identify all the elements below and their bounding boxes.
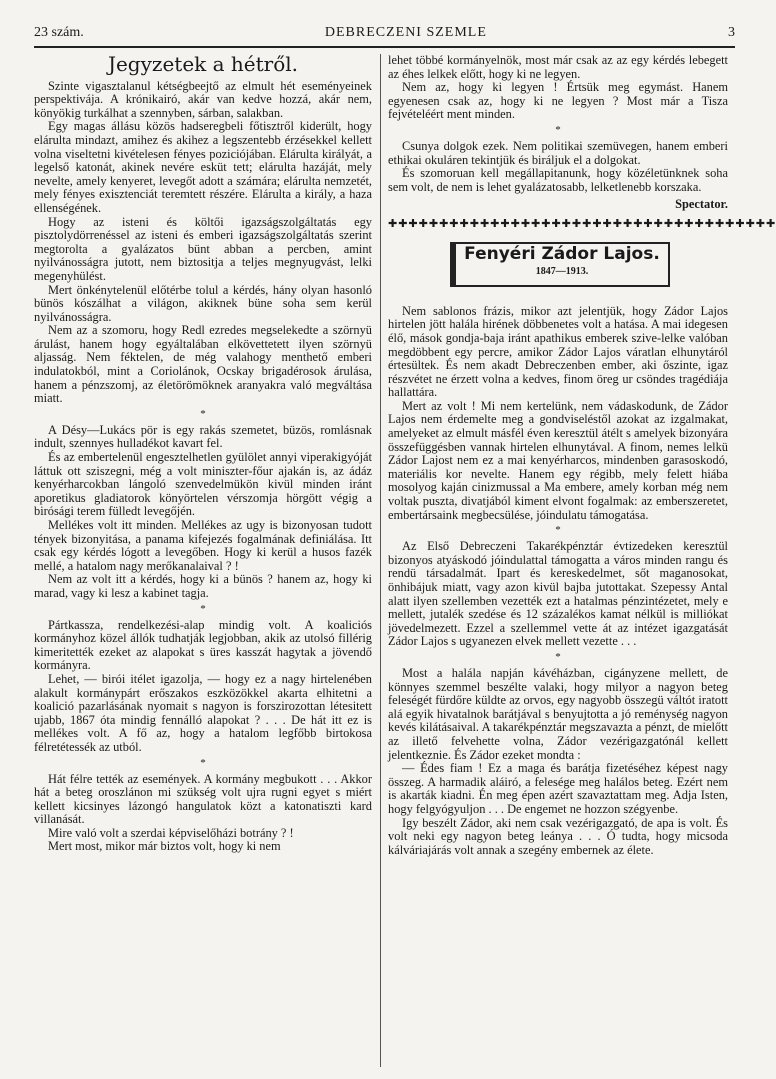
page-number: 3 [728, 25, 735, 40]
author-signature: Spectator. [675, 197, 728, 212]
paragraph: Hogy az isteni és költői igazságszolgáltatás egy pisztolydörrenéssel az isteni és emberi igazságszolgáltatás szerint megtorolta a gyalázatos bünt abban a percben, amint nyilvánosságra jutott, nem biztositja a teljes megnyugvást, lelki megenyhülést. [34, 214, 372, 283]
paragraph: Lehet, — birói itélet igazolja, — hogy ez a nagy hirtelenében alakult kormánypárt erőszakos eszközökkel akarta elhitetni a koalició pazarlásának nyomait s nagyon is forszirozottan létesitett ujabb, 1867 óta mindig fennálló alapokat ? . . . De hát itt ez is mellékes volt. A fő az, hogy a hatalom legfőbb birtokosa félretétessék az utból. [34, 671, 372, 754]
section-separator: * [200, 756, 206, 769]
paragraph: Nem az, hogy ki legyen ! Értsük meg egymást. Hanem egyenesen csak az, hogy ki ne legyen ? Most már a Tisza fejvételéért ment minden. [388, 80, 728, 122]
paragraph: És szomoruan kell megállapitanunk, hogy közéletünknek soha sem volt, de nem is lehet gyalázatosabb, lelketlenebb korszaka. [388, 166, 728, 194]
paragraph: A Désy—Lukács pör is egy rakás szemetet, büzös, romlásnak indult, szennyes hulladékot kavart fel. [34, 422, 372, 451]
section-separator: * [555, 123, 561, 136]
right-column [388, 53, 776, 1067]
paragraph: Egy magas állásu közös hadseregbeli főtisztről kiderült, hogy elárulta mindazt, amihez és akihez a legszentebb érzésekkel kellett volna viseltetni kivételesen fényes poziciójában. Elárulta királyát, a legelső katonát, akinek nevére esküt tett; elárulta hazáját, mely nevelte, amely kenyeret, levegőt adott a számára; elárulta nemzetét, mely fényes exisztenciát teremtett részére. Elárulta a király, a haza ellenségének. [34, 119, 372, 215]
paragraph: Nem sablonos frázis, mikor azt jelentjük, hogy Zádor Lajos hirtelen jött halála hirének döbbenetes volt a hatása. A mai idegesen élő, mások gondja-baja iránt apathikus emberek szive-lelke valóban megdöbbent egy percre, amikor Zádor Lajos váratlan elhunytáról értesültek. És nem akadt Debreczenben ember, aki őszinte, igaz részvétet ne érzett volna a kedves, finom öreg ur csöndes tragédiája hallattára. [388, 303, 728, 400]
paragraph: lehet többé kormányelnök, most már csak az az egy kérdés lebegett az éhes lelkek előtt, hogy ki ne legyen. [388, 53, 728, 81]
obituary-name: Fenyéri Zádor Lajos. [464, 243, 660, 264]
obituary-years: 1847—1913. [535, 266, 589, 278]
issue-number: 23 szám. [34, 25, 84, 40]
paragraph: Mellékes volt itt minden. Mellékes az ugy is bizonyosan tudott tények bizonyitása, a panama kifejezés fogalmának definiálása. Itt csak egy kérdés lógott a levegőben. Hogy ki kerül a husos fazék mellé, a hatalom nagy merőkanalaival ? ! [34, 518, 372, 573]
paragraph: Mert önkénytelenül előtérbe tolul a kérdés, hány olyan hasonló bünös kószálhat a világon, akiknek büne soha sem kerül nyilvánosságra. [34, 282, 372, 324]
paragraph: Most a halála napján kávéházban, cigányzene mellett, de könnyes szemmel beszélte valaki, hogy milyor a nagyon beteg feleségét fürdőre küldte az orvos, egy nagyobb összegü váltót iratott alá egyik hivatalnok barátjával s benyujtotta a jó reménység nagyon kevés kilátásaival. A takarékpénztár megszavazta a pénzt, de mielőtt az illető felvehette volna, Zádor vezérigazgatónál kellett jelentkeznie. És Zádor ezeket mondta : [388, 665, 728, 762]
section-separator: * [555, 524, 561, 537]
paragraph: Hát félre tették az események. A kormány megbukott . . . Akkor hát a beteg oroszlánon mi szükség volt ujra rugni egyet s miért kellett kicsinyes lázongó hangulatok közt a katonatiszti kard villanását. [34, 771, 372, 827]
newspaper-title: DEBRECZENI SZEMLE [324, 25, 487, 40]
page-header [34, 20, 735, 48]
paragraph: Mert most, mikor már biztos volt, hogy ki nem [48, 839, 281, 854]
paragraph: Szinte vigasztalanul kétségbeejtő az elmult hét eseményeinek perspektivája. A krónikairó, akár van kedve hozzá, akár nem, könyökig turkálhat a szennyben, sárban, salakban. [34, 78, 372, 120]
paragraph: Igy beszélt Zádor, aki nem csak vezérigazgató, de apa is volt. És volt neki egy nagyon beteg leánya . . . Ó tudta, hogy micsoda kálváriajárás volt annak a szegény embernek az élete. [388, 815, 728, 857]
section-separator: * [200, 407, 206, 420]
paragraph: Csunya dolgok ezek. Nem politikai szemüvegen, hanem emberi ethikai okuláren tekintjük és biráljuk el a dolgokat. [388, 138, 728, 167]
paragraph: Mert az volt ! Mi nem kertelünk, nem vádaskodunk, de Zádor Lajos nem érdemelte meg a gondviseléstől azokat az izgalmakat, amelyeket az elmult másfél éven keresztül átélt s amelyek bizonyára összefüggésben vannak hirtelen elhunytával. A finom, nemes lelkü Zádor Lajost nem ez a mai kenyérharcos, mindenben garasoskodó, materiális kor nevelte. Hanem egy régibb, mely felett hiába mosolyog kaján cinizmussal a Ma embere, amely korban még nem voltak puszta, divatjából kiment elvont fogalmak: az emberszeretet, embertársaink megbecsülése, jóindulatu támogatása. [388, 398, 728, 522]
paragraph: Nem az volt itt a kérdés, hogy ki a bünös ? hanem az, hogy ki marad, vagy ki lesz a kabinet tagja. [34, 572, 372, 600]
obituary-box [450, 242, 670, 287]
paragraph: Nem az a szomoru, hogy Redl ezredes megselekedte a szörnyü árulást, hanem hogy egyáltalában elkövettetett ilyen szörnyü aljasság. Nem féktelen, de még valahogy menthető emberi indulatokból, mint a Coriolánok, Ocskay brigadérosok árulása, hanem a pénzszomj, az életörömöknek aranyakra való megváltása miatt. [34, 323, 372, 406]
paragraph: És az embertelenül engesztelhetlen gyülölet annyi viperakigyóját láttuk ott sziszegni, még a volt miniszter-főur ajakán is, az ádáz kenyérharcokban lángoló szenvedelmükön kivül minden iránt aporetikus gladiatorok könyörtelen vérszomja hörgött végig a birósági terem fülledt levegőjén. [34, 450, 372, 519]
section-separator: * [555, 650, 561, 663]
left-column [34, 54, 372, 1067]
ornament-divider: ✚✚✚✚✚✚✚✚✚✚✚✚✚✚✚✚✚✚✚✚✚✚✚✚✚✚✚✚✚✚✚✚✚✚✚✚✚✚ [388, 217, 776, 230]
paragraph: Mire való volt a szerdai képviselőházi botrány ? ! [48, 825, 294, 840]
section-title: Jegyzetek a hétről. [107, 52, 299, 76]
paragraph: Pártkassza, rendelkezési-alap mindig volt. A koaliciós kormányhoz közel állók tudhatják legjobban, akik az utolsó fillérig kimeritették ezeket az alapokat s üres kasszát hagytak a jövendő kormányra. [34, 617, 372, 673]
paragraph: Az Első Debreczeni Takarékpénztár évtizedeken keresztül bizonyos atyáskodó jóindulattal támogatta a város minden rangu és rendü társadalmát. Ipart és kereskedelmet, sőt maganosokat, önhibájuk miatt, vagy azon kivül bajba jutottakat. Szepessy Antal alatt ilyen szellemben vezették ezt a hatalmas pénzintézetet, mely e mellett, jutalék szedése és 12 százalékos kamat nélkül is milliókat jövedelmezett. Ezzel a szellemmel vette át az intézet igazgatását Zádor Lajos s ugyanezen elvek mellett vezette . . . [388, 539, 728, 649]
paragraph: — Édes fiam ! Ez a maga és barátja fizetéséhez képest nagy összeg. A harmadik aláiró, a felesége meg halálos beteg. Ezért nem is akarták kiadni. Én meg épen azért szavaztattam meg. Adja Isten, hogy felgyógyuljon . . . De engemet ne hozzon szégyenbe. [388, 761, 728, 816]
column-divider [380, 54, 381, 1067]
section-separator: * [200, 602, 206, 615]
